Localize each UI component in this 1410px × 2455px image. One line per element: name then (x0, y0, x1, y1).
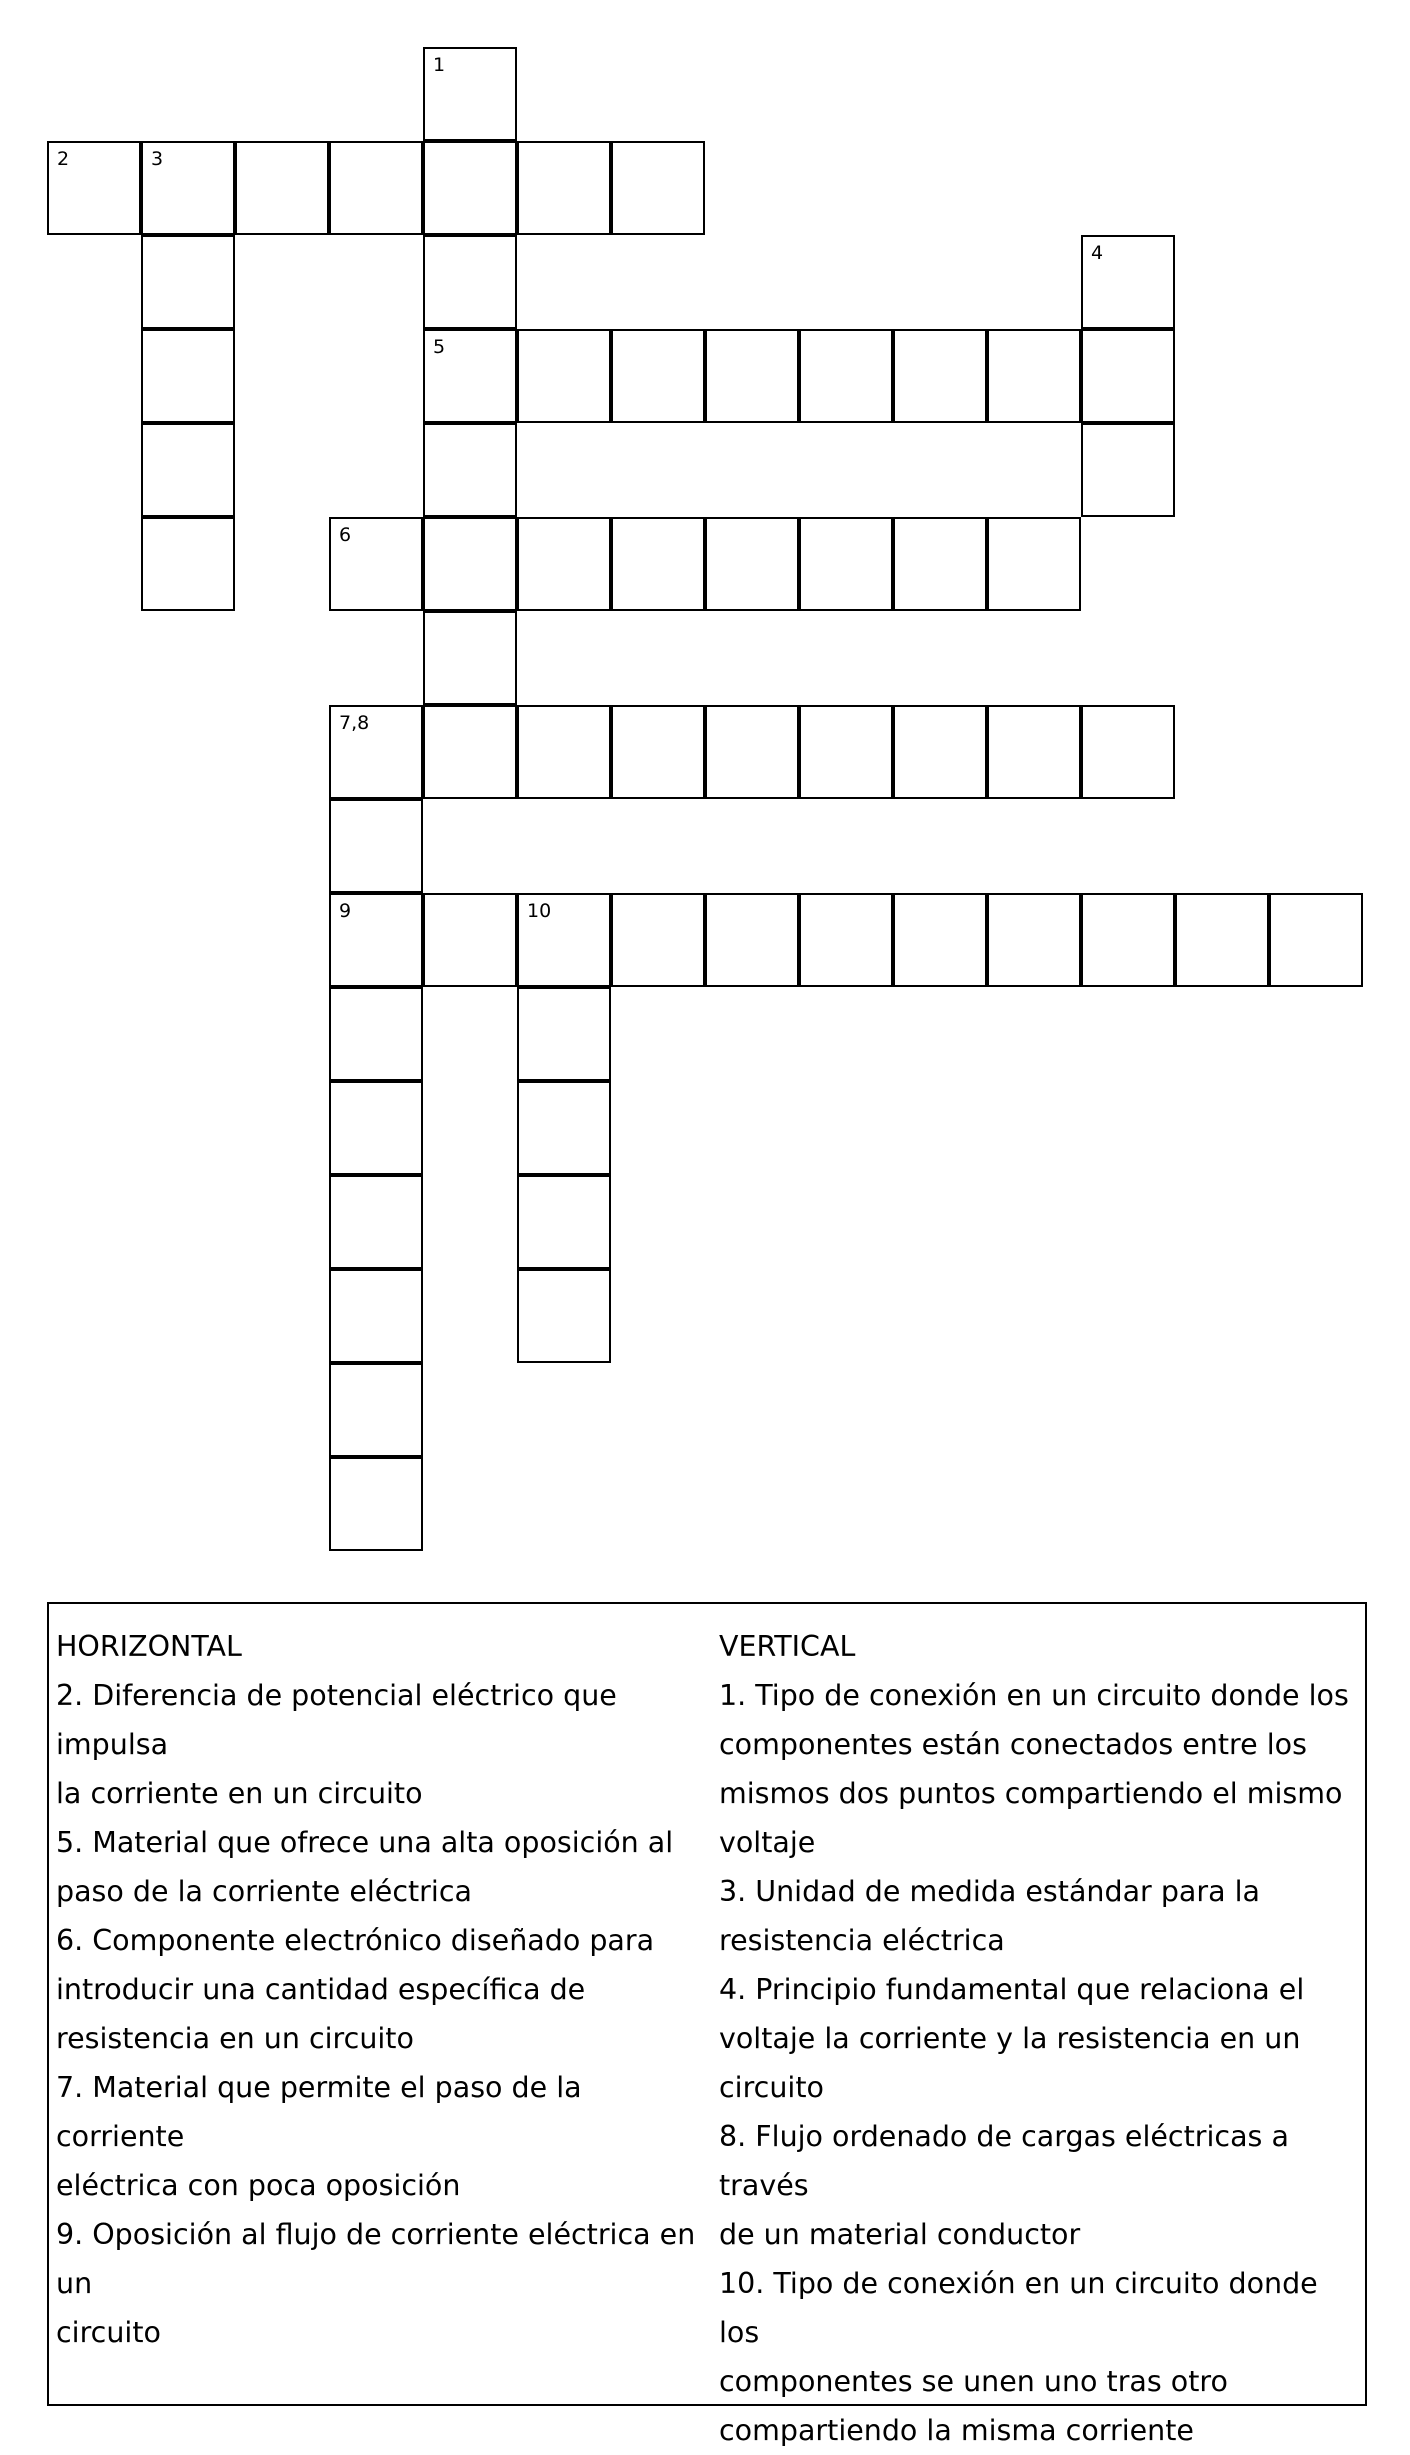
crossword-cell[interactable] (987, 329, 1081, 423)
vertical-clue-line: 10. Tipo de conexión en un circuito donde los (719, 2267, 1318, 2349)
horizontal-clue-line: paso de la corriente eléctrica (56, 1875, 472, 1908)
crossword-cell[interactable] (1081, 705, 1175, 799)
crossword-cell[interactable] (705, 517, 799, 611)
crossword-cell[interactable] (893, 517, 987, 611)
vertical-clue-line: componentes se unen uno tras otro (719, 2365, 1228, 2398)
crossword-cell[interactable] (987, 705, 1081, 799)
crossword-cell[interactable] (517, 987, 611, 1081)
vertical-clue-line: 4. Principio fundamental que relaciona el (719, 1973, 1305, 2006)
crossword-cell[interactable] (517, 517, 611, 611)
crossword-cell[interactable] (517, 705, 611, 799)
crossword-cell[interactable] (329, 141, 423, 235)
clue-number: 3 (151, 148, 164, 170)
crossword-cell[interactable] (329, 517, 423, 611)
horizontal-clue-line: resistencia en un circuito (56, 2022, 414, 2055)
crossword-cell[interactable] (329, 1081, 423, 1175)
clue-number: 1 (433, 54, 446, 76)
vertical-clue-line: voltaje la corriente y la resistencia en un (719, 2022, 1301, 2055)
crossword-cell[interactable] (1175, 893, 1269, 987)
crossword-cell[interactable] (329, 1269, 423, 1363)
crossword-cell[interactable] (611, 893, 705, 987)
vertical-clue-line: de un material conductor (719, 2218, 1081, 2251)
crossword-cell[interactable] (517, 329, 611, 423)
horizontal-clue-line: circuito (56, 2316, 161, 2349)
horizontal-clue-line: 6. Componente electrónico diseñado para (56, 1924, 655, 1957)
horizontal-clues (56, 1622, 711, 2357)
horizontal-clue-line: 7. Material que permite el paso de la corriente (56, 2071, 582, 2153)
crossword-cell[interactable] (423, 47, 517, 141)
crossword-cell[interactable] (517, 1269, 611, 1363)
crossword-cell[interactable] (517, 141, 611, 235)
horizontal-clue-line: 9. Oposición al flujo de corriente eléctrica en un (56, 2218, 696, 2300)
crossword-cell[interactable] (799, 329, 893, 423)
crossword-cell[interactable] (517, 1081, 611, 1175)
clues-box (47, 1602, 1367, 2447)
crossword-cell[interactable] (517, 1175, 611, 1269)
crossword-cell[interactable] (705, 705, 799, 799)
horizontal-heading: HORIZONTAL (56, 1630, 242, 1663)
vertical-clues (719, 1622, 1364, 2455)
crossword-cell[interactable] (141, 141, 235, 235)
horizontal-clue-line: 2. Diferencia de potencial eléctrico que impulsa (56, 1679, 617, 1761)
vertical-clue-line: voltaje (719, 1826, 816, 1859)
crossword-cell[interactable] (517, 893, 611, 987)
crossword-cell[interactable] (141, 329, 235, 423)
crossword-cell[interactable] (611, 517, 705, 611)
horizontal-clue-line: eléctrica con poca oposición (56, 2169, 461, 2202)
crossword-cell[interactable] (329, 1363, 423, 1457)
crossword-cell[interactable] (1081, 329, 1175, 423)
clue-number: 7,8 (339, 712, 370, 734)
horizontal-clue-line: introducir una cantidad específica de (56, 1973, 586, 2006)
vertical-clue-line: circuito (719, 2071, 824, 2104)
crossword-cell[interactable] (141, 235, 235, 329)
clue-number: 6 (339, 524, 352, 546)
vertical-heading: VERTICAL (719, 1630, 856, 1663)
horizontal-clue-line: 5. Material que ofrece una alta oposición al (56, 1826, 674, 1859)
crossword-cell[interactable] (611, 141, 705, 235)
crossword-cell[interactable] (141, 423, 235, 517)
clue-number: 5 (433, 336, 446, 358)
crossword-cell[interactable] (799, 705, 893, 799)
crossword-cell[interactable] (423, 235, 517, 329)
vertical-clue-line: compartiendo la misma corriente (719, 2414, 1194, 2447)
vertical-clue-line: 8. Flujo ordenado de cargas eléctricas a través (719, 2120, 1289, 2202)
crossword-cell[interactable] (799, 517, 893, 611)
crossword-cell[interactable] (423, 141, 517, 235)
crossword-cell[interactable] (611, 329, 705, 423)
vertical-clue-line: mismos dos puntos compartiendo el mismo (719, 1777, 1343, 1810)
crossword-cell[interactable] (423, 329, 517, 423)
clue-number: 9 (339, 900, 352, 922)
crossword-cell[interactable] (423, 893, 517, 987)
crossword-cell[interactable] (987, 517, 1081, 611)
crossword-cell[interactable] (329, 987, 423, 1081)
crossword-cell[interactable] (893, 893, 987, 987)
crossword-cell[interactable] (329, 893, 423, 987)
clue-number: 2 (57, 148, 70, 170)
crossword-cell[interactable] (1081, 893, 1175, 987)
crossword-cell[interactable] (987, 893, 1081, 987)
crossword-cell[interactable] (1269, 893, 1363, 987)
crossword-cell[interactable] (893, 329, 987, 423)
crossword-cell[interactable] (611, 705, 705, 799)
crossword-cell[interactable] (705, 329, 799, 423)
horizontal-clue-line: la corriente en un circuito (56, 1777, 423, 1810)
crossword-cell[interactable] (423, 705, 517, 799)
crossword-cell[interactable] (235, 141, 329, 235)
crossword-cell[interactable] (329, 1175, 423, 1269)
vertical-clue-line: 3. Unidad de medida estándar para la (719, 1875, 1260, 1908)
crossword-cell[interactable] (47, 141, 141, 235)
crossword-cell[interactable] (329, 705, 423, 799)
crossword-cell[interactable] (423, 611, 517, 705)
crossword-cell[interactable] (423, 517, 517, 611)
crossword-cell[interactable] (329, 1457, 423, 1551)
crossword-cell[interactable] (705, 893, 799, 987)
vertical-clue-line: resistencia eléctrica (719, 1924, 1005, 1957)
clue-number: 10 (527, 900, 552, 922)
crossword-cell[interactable] (423, 423, 517, 517)
crossword-cell[interactable] (893, 705, 987, 799)
crossword-cell[interactable] (1081, 423, 1175, 517)
vertical-clue-line: 1. Tipo de conexión en un circuito donde los (719, 1679, 1349, 1712)
crossword-cell[interactable] (799, 893, 893, 987)
vertical-clue-line: componentes están conectados entre los (719, 1728, 1307, 1761)
crossword-cell[interactable] (141, 517, 235, 611)
crossword-cell[interactable] (1081, 235, 1175, 329)
crossword-cell[interactable] (329, 799, 423, 893)
clue-number: 4 (1091, 242, 1104, 264)
